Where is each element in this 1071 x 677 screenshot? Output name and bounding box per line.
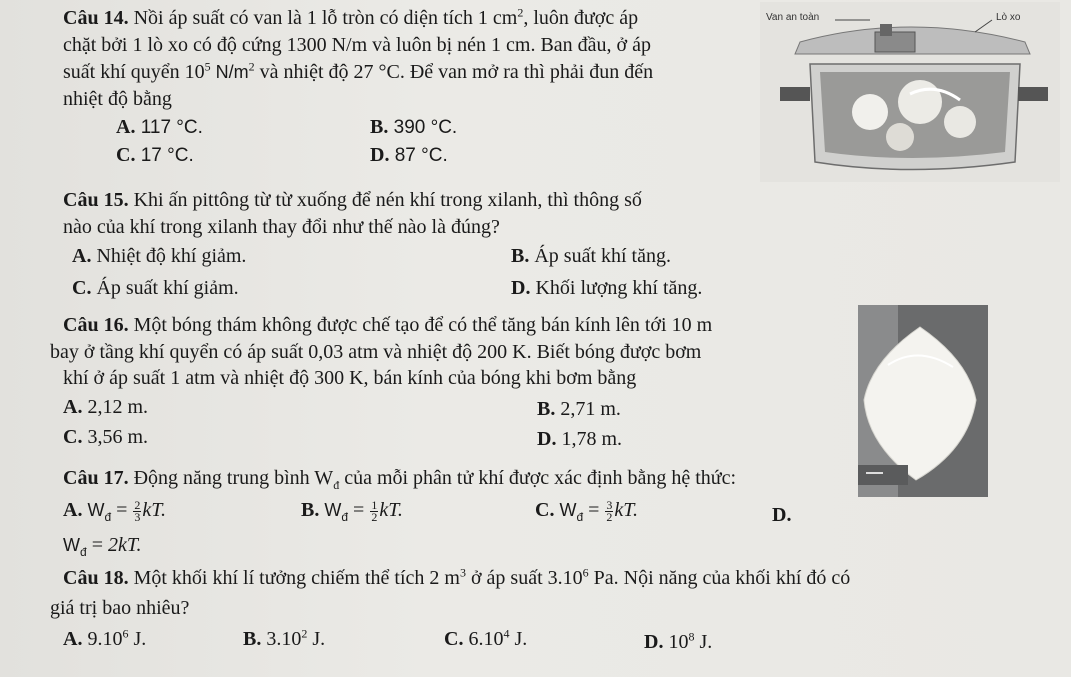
q17-label: Câu 17. [63,467,129,489]
q17-option-a-eq: = [111,499,133,521]
q16-option-b-text: 2,71 m. [555,398,621,420]
pressure-cooker-figure [760,2,1060,182]
q17-option-d-eq: = [86,534,108,556]
q17-text-1b: của mỗi phân tử khí được xác định bằng hệ thức: [339,467,737,489]
q14-option-c-key: C. [116,144,136,166]
q16-option-c-text: 3,56 m. [82,426,149,448]
q16-option-b-key: B. [537,398,556,420]
q14-option-b-key: B. [370,116,389,138]
q17-option-d-sub: đ [80,545,87,559]
q15-line-1 [63,188,642,212]
q18-sup-1: 3 [459,565,466,580]
q15-option-a-key: A. [72,245,92,267]
q14-label: Câu 14. [63,7,129,29]
q18-option-c [444,627,527,651]
q18-option-d-sup: 8 [688,629,695,644]
q16-line-2: bay ở tầng khí quyển có áp suất 0,03 atm và nhiệt độ 200 K. Biết bóng được bơm [50,341,702,363]
q14-option-b [370,115,457,140]
q18-text-1c: Pa. Nội năng của khối khí đó có [588,567,851,589]
q17-option-b-num: 1 [371,497,378,512]
q18-option-c-unit: J. [509,628,528,650]
q15-label: Câu 15. [63,189,129,211]
q14-sup-3b: 2 [248,59,255,74]
q18-text-1a: Một khối khí lí tưởng chiếm thể tích 2 m [128,567,460,589]
pressure-cooker-illustration [760,2,1060,182]
q14-text-3c: và nhiệt độ 27 °C. Để van mở ra thì phải đun đến [254,61,654,83]
q17-option-a-tail: kT. [142,499,166,521]
q14-line-1 [63,6,638,30]
q18-label: Câu 18. [63,567,129,589]
q14-text-3b: N/m [210,62,249,82]
q17-option-a-den: 3 [134,509,141,524]
q18-text-1b: ở áp suất 3.10 [465,567,583,589]
q17-option-d-key: D. [772,504,792,526]
q18-line-1 [63,566,850,590]
q16-option-d [537,427,622,451]
q15-option-d [511,276,702,300]
q15-option-b [511,244,671,268]
q15-option-d-text: Khối lượng khí tăng. [530,277,703,299]
q18-option-a-key: A. [63,628,83,650]
q18-sup-2: 6 [582,565,589,580]
q15-text-1: Khi ấn pittông từ từ xuống để nén khí trong xilanh, thì thông số [128,189,642,211]
q18-option-b-sup: 2 [301,626,308,641]
q17-option-b-w: W [319,500,342,520]
figure-label-spring: Lò xo [996,12,1021,23]
q17-option-c-den: 2 [606,509,613,524]
q18-option-d-unit: J. [694,631,713,653]
q15-option-a-text: Nhiệt độ khí giảm. [91,245,247,267]
q16-line-3: khí ở áp suất 1 atm và nhiệt độ 300 K, bán kính của bóng khi bơm bằng [63,367,637,389]
q14-option-d [370,143,448,168]
q18-option-a [63,627,146,651]
q17-option-c [535,498,638,523]
q17-option-b-key: B. [301,499,320,521]
q16-option-b [537,397,621,421]
q14-option-c-text: 17 °C. [135,145,194,166]
q14-text-1-end: , luôn được áp [523,7,639,29]
q14-option-a-key: A. [116,116,136,138]
balloon-illustration [858,305,988,497]
q17-option-b [301,498,403,523]
q17-line-1 [63,466,736,490]
q17-option-c-key: C. [535,499,555,521]
q15-option-d-key: D. [511,277,531,299]
q17-option-a-key: A. [63,499,83,521]
q17-option-a-sub: đ [104,510,112,524]
q17-option-c-num: 3 [606,497,613,512]
q14-line-3 [63,60,653,84]
q17-option-c-fraction [605,497,613,524]
q14-option-c [116,143,194,168]
q18-option-a-base: 9.10 [82,628,123,650]
q18-option-d-key: D. [644,631,664,653]
q18-option-a-sup: 6 [122,626,129,641]
q17-option-b-tail: kT. [379,499,403,521]
q16-option-d-key: D. [537,428,557,450]
q16-label: Câu 16. [63,314,129,336]
q17-option-a-w: W [82,500,105,520]
q14-option-b-text: 390 °C. [388,117,458,138]
q18-option-c-key: C. [444,628,464,650]
q18-option-d [644,630,712,654]
q17-option-a [63,498,166,523]
q17-option-d-key-line [772,503,791,527]
q18-option-c-base: 6.10 [463,628,504,650]
q14-line-4: nhiệt độ bằng [63,88,172,110]
q18-line-2: giá trị bao nhiêu? [50,597,190,619]
figure-label-valve: Van an toàn [766,12,820,23]
q17-option-c-sub: đ [576,510,584,524]
q16-line-1 [63,313,712,337]
q14-option-a [116,115,203,140]
q14-text-1: Nồi áp suất có van là 1 lỗ tròn có diện tích 1 cm [128,7,518,29]
q17-option-c-w: W [554,500,577,520]
q18-option-b-base: 3.10 [261,628,302,650]
q17-sub-1: đ [333,478,340,492]
q14-sup-1: 2 [517,5,524,20]
q14-option-a-text: 117 °C. [135,117,203,138]
q17-option-a-num: 2 [134,497,141,512]
q15-option-b-text: Áp suất khí tăng. [529,245,671,267]
q15-option-b-key: B. [511,245,530,267]
q14-line-2: chặt bởi 1 lò xo có độ cứng 1300 N/m và luôn bị nén 1 cm. Ban đầu, ở áp [63,34,651,56]
q17-option-b-eq: = [348,499,370,521]
q14-sup-3a: 5 [204,59,211,74]
q17-option-c-tail: kT. [614,499,638,521]
q15-option-c-text: Áp suất khí giảm. [91,277,239,299]
q17-option-d-w: W [63,535,80,555]
q17-option-b-fraction [370,497,378,524]
q14-text-3a: suất khí quyển 10 [63,61,205,83]
q16-option-a-key: A. [63,396,83,418]
q16-option-c [63,425,148,449]
q18-option-b-key: B. [243,628,262,650]
q17-option-d [63,533,141,557]
q14-option-d-text: 87 °C. [389,145,448,166]
q18-option-b [243,627,325,651]
q17-option-a-fraction [133,497,141,524]
q18-option-b-unit: J. [307,628,326,650]
q16-text-1: Một bóng thám không được chế tạo để có thể tăng bán kính lên tới 10 m [128,314,713,336]
q15-option-c [72,276,239,300]
q17-option-b-sub: đ [341,510,349,524]
q16-option-a-text: 2,12 m. [82,396,149,418]
q17-option-c-eq: = [583,499,605,521]
q15-option-a [72,244,246,268]
q16-option-a [63,395,148,419]
q17-text-1a: Động năng trung bình W [128,467,334,489]
q18-option-d-base: 10 [663,631,689,653]
q15-line-2: nào của khí trong xilanh thay đổi như thế nào là đúng? [63,216,500,238]
q18-option-c-sup: 4 [503,626,510,641]
balloon-figure [858,305,988,497]
q17-option-b-den: 2 [371,509,378,524]
q15-option-c-key: C. [72,277,92,299]
q14-option-d-key: D. [370,144,390,166]
q17-option-d-tail: 2kT. [107,534,142,556]
q16-option-d-text: 1,78 m. [556,428,623,450]
q16-option-c-key: C. [63,426,83,448]
q18-option-a-unit: J. [128,628,147,650]
